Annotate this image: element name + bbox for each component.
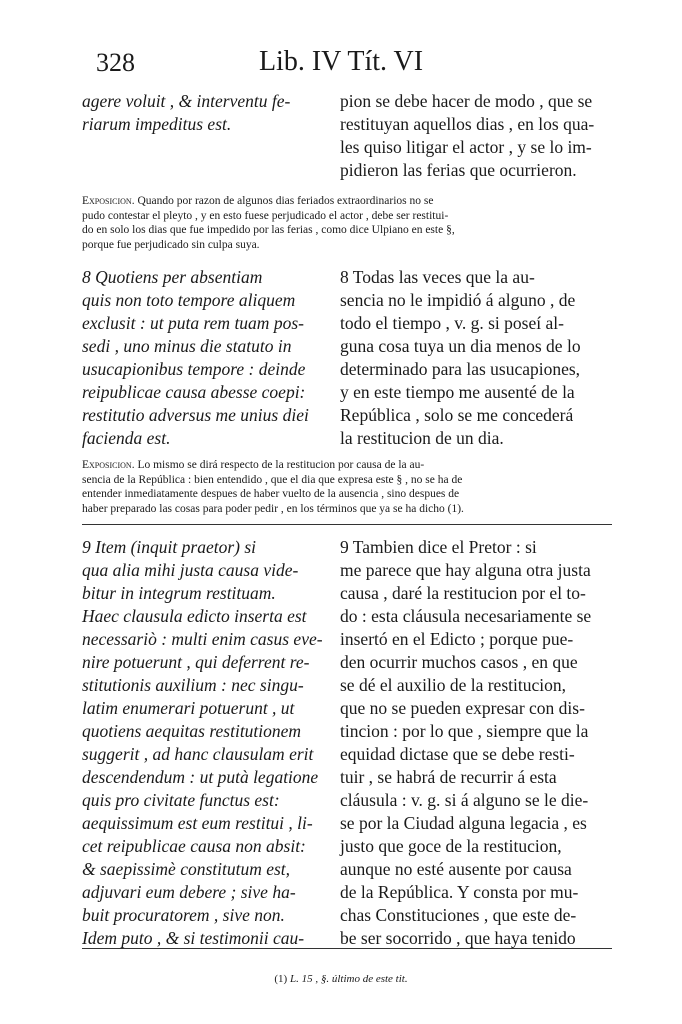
- text-line: todo el tiempo , v. g. si poseí al-: [340, 313, 564, 333]
- spanish-column-1: [340, 90, 620, 182]
- footnote: [0, 972, 682, 986]
- spanish-column-2: [340, 266, 620, 450]
- text-line: 9 Item (inquit praetor) si: [82, 537, 257, 557]
- text-line: insertó en el Edicto ; porque pue-: [340, 629, 574, 649]
- text-line: se dé el auxilio de la restitucion,: [340, 675, 566, 695]
- text-line: Idem puto , & si testimonii cau-: [82, 928, 305, 948]
- text-line: latim enumerari potuerunt , ut: [82, 698, 295, 718]
- text-line: do en solo los dias que fue impedido por las ferias , como dice Ulpiano en este §,: [82, 224, 455, 236]
- text-line: 8 Todas las veces que la au-: [340, 267, 535, 287]
- text-line: se por la Ciudad alguna legacia , es: [340, 813, 587, 833]
- exposicion-note-1: [82, 194, 455, 252]
- latin-column-2: [82, 266, 334, 450]
- text-line: qua alia mihi justa causa vide-: [82, 560, 299, 580]
- text-line: usucapionibus tempore : deinde: [82, 359, 306, 379]
- text-line: sencia de la República : bien entendido , que el dia que expresa este § , no se ha de: [82, 473, 463, 486]
- text-line: bitur in integrum restituam.: [82, 583, 276, 603]
- footnote-marker: (1): [274, 973, 288, 985]
- text-line: me parece que hay alguna otra justa: [340, 560, 591, 580]
- page-number: 328: [96, 48, 135, 77]
- text-line: les quiso litigar el actor , y se lo im-: [340, 137, 592, 157]
- text-line: restituyan aquellos dias , en los qua-: [340, 114, 595, 134]
- text-line: cet reipublicae causa non absit:: [82, 836, 306, 856]
- text-line: determinado para las usucapiones,: [340, 359, 581, 379]
- text-line: República , solo se me concederá: [340, 405, 574, 425]
- text-line: riarum impeditus est.: [82, 114, 232, 134]
- latin-column-3: [82, 536, 334, 950]
- text-line: quotiens aequitas restitutionem: [82, 721, 302, 741]
- text-line: buit procuratorem , sive non.: [82, 905, 285, 925]
- text-line: y en este tiempo me ausenté de la: [340, 382, 575, 402]
- text-line: suggerit , ad hanc clausulam erit: [82, 744, 314, 764]
- text-line: pudo contestar el pleyto , y en esto fuese perjudicado el actor , debe ser restitui-: [82, 209, 449, 222]
- text-line: Lo mismo se dirá respecto de la restitucion por causa de la au-: [134, 459, 425, 471]
- text-line: agere voluit , & interventu fe-: [82, 91, 291, 111]
- text-line: quis pro civitate functus est:: [82, 790, 280, 810]
- text-line: porque fue perjudicado sin culpa suya.: [82, 238, 260, 251]
- text-line: entender inmediatamente despues de haber vuelto de la ausencia , sino despues de: [82, 488, 460, 500]
- text-line: chas Constituciones , que este de-: [340, 905, 577, 925]
- exposicion-note-2: [82, 458, 464, 516]
- spanish-column-3: [340, 536, 620, 950]
- text-line: justo que goce de la restitucion,: [340, 836, 562, 856]
- footnote-divider: [82, 948, 612, 949]
- running-head: Lib. IV Tít. VI: [258, 46, 424, 77]
- text-line: sedi , uno minus die statuto in: [82, 336, 292, 356]
- text-line: Haec clausula edicto inserta est: [82, 606, 307, 626]
- text-line: tuir , se habrá de recurrir á esta: [340, 767, 557, 787]
- text-line: stitutionis auxilium : nec singu-: [82, 675, 304, 695]
- section-divider: [82, 524, 612, 525]
- text-line: quis non toto tempore aliquem: [82, 290, 296, 310]
- text-line: cláusula : v. g. si á alguno se le die-: [340, 790, 589, 810]
- text-line: be ser socorrido , que haya tenido: [340, 928, 576, 948]
- text-line: 8 Quotiens per absentiam: [82, 267, 263, 287]
- text-line: facienda est.: [82, 428, 171, 448]
- latin-column-1: [82, 90, 337, 136]
- text-line: 9 Tambien dice el Pretor : si: [340, 537, 537, 557]
- text-line: adjuvari eum debere ; sive ha-: [82, 882, 296, 902]
- text-line: tincion : por lo que , siempre que la: [340, 721, 589, 741]
- text-line: sencia no le impidió á alguno , de: [340, 290, 576, 310]
- text-line: descendendum : ut putà legatione: [82, 767, 319, 787]
- footnote-text: L. 15 , §. último de este tit.: [289, 973, 408, 985]
- text-line: reipublicae causa abesse coepi:: [82, 382, 306, 402]
- text-line: que no se pueden expresar con dis-: [340, 698, 585, 718]
- text-line: necessariò : multi enim casus eve-: [82, 629, 323, 649]
- text-line: aunque no esté ausente por causa: [340, 859, 572, 879]
- text-line: do : esta cláusula necesariamente se: [340, 606, 592, 626]
- exposicion-label: Exposicion.: [82, 459, 135, 471]
- text-line: de la República. Y consta por mu-: [340, 882, 579, 902]
- text-line: nire potuerunt , qui deferrent re-: [82, 652, 310, 672]
- text-line: pion se debe hacer de modo , que se: [340, 91, 593, 111]
- text-line: equidad dictase que se debe resti-: [340, 744, 575, 764]
- text-line: den ocurrir muchos casos , en que: [340, 652, 578, 672]
- text-line: & saepissimè constitutum est,: [82, 859, 291, 879]
- text-line: pidieron las ferias que ocurrieron.: [340, 160, 577, 180]
- text-line: guna cosa tuya un dia menos de lo: [340, 336, 581, 356]
- text-line: Quando por razon de algunos dias feriados extraordinarios no se: [134, 195, 434, 207]
- text-line: haber preparado las cosas para poder pedir , en los términos que ya se ha dicho (1).: [82, 502, 464, 515]
- text-line: restitutio adversus me unius diei: [82, 405, 309, 425]
- text-line: exclusit : ut puta rem tuam pos-: [82, 313, 304, 333]
- text-line: aequissimum est eum restitui , li-: [82, 813, 313, 833]
- text-line: causa , daré la restitucion por el to-: [340, 583, 586, 603]
- text-line: la restitucion de un dia.: [340, 428, 504, 448]
- exposicion-label: Exposicion.: [82, 195, 135, 207]
